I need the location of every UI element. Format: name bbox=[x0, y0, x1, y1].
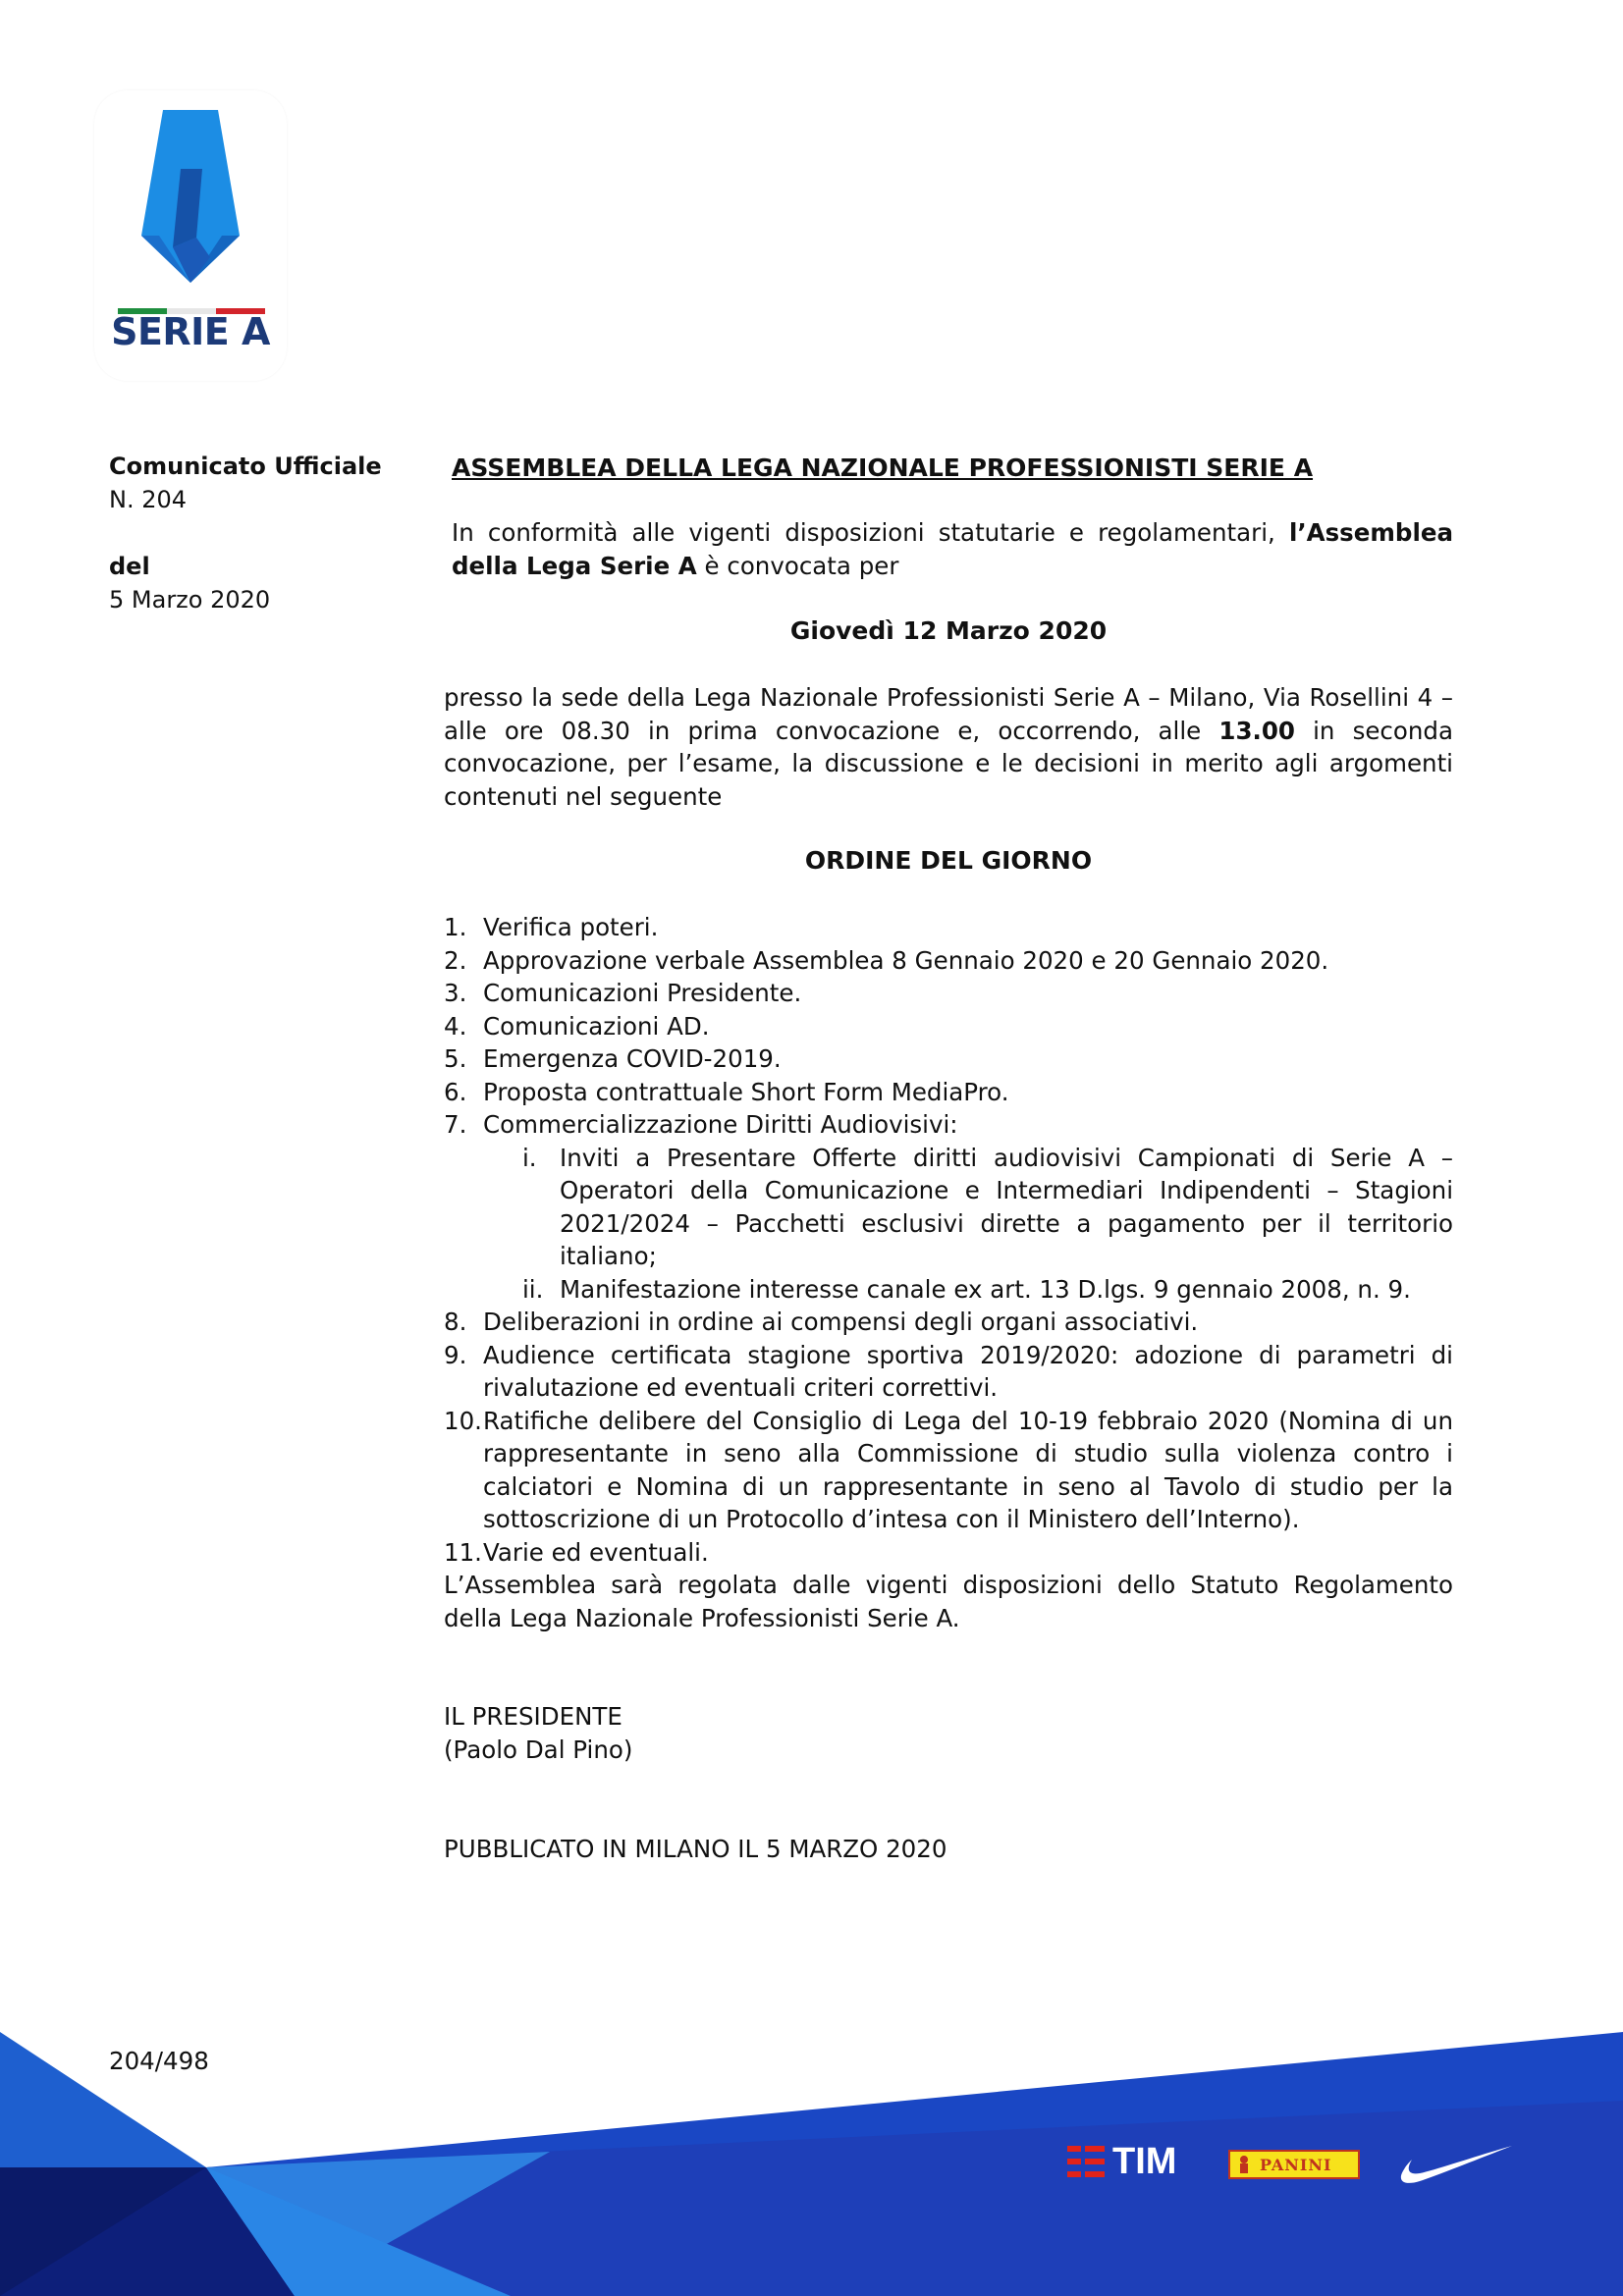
agenda-item-number: 1. bbox=[444, 913, 467, 941]
agenda-item-text: Proposta contrattuale Short Form MediaPro. bbox=[483, 1077, 1009, 1106]
second-call-time: 13.00 bbox=[1218, 716, 1295, 745]
location-text: presso la sede della Lega Nazionale Professionisti Serie A – Milano, Via Rosellini 4 – alle ore 08.30 in prima convocazione e, occorrendo, alle bbox=[444, 683, 1453, 745]
panini-logo bbox=[1228, 2150, 1360, 2179]
published-line: PUBBLICATO IN MILANO IL 5 MARZO 2020 bbox=[444, 1835, 947, 1863]
agenda-subitem-number: i. bbox=[522, 1143, 537, 1172]
agenda-subitem-text: Manifestazione interesse canale ex art. 13 D.lgs. 9 gennaio 2008, n. 9. bbox=[560, 1274, 1411, 1304]
agenda-item-text: Audience certificata stagione sportiva 2019/2020: adozione di parametri di rivalutazione ed eventuali criteri correttivi. bbox=[483, 1340, 1453, 1402]
agenda-item-number: 10. bbox=[444, 1406, 482, 1435]
agenda-item-number: 6. bbox=[444, 1077, 467, 1106]
agenda-item-number: 11. bbox=[444, 1537, 482, 1567]
agenda-item-text: Comunicazioni Presidente. bbox=[483, 979, 802, 1007]
agenda-item-text: Varie ed eventuali. bbox=[483, 1537, 709, 1567]
agenda-subitem-text: Inviti a Presentare Offerte diritti audiovisivi Campionati di Serie A – Operatori della Comunicazione e Intermediari Indipendenti – Stagioni 2021/2024 – Pacchetti esclusivi dirette a pagamento per il territorio italiano; bbox=[560, 1143, 1453, 1270]
nike-swoosh-icon bbox=[1398, 2144, 1512, 2187]
meta-del-label: del bbox=[109, 553, 150, 580]
agenda-item-number: 3. bbox=[444, 979, 467, 1007]
agenda-title: ORDINE DEL GIORNO bbox=[804, 846, 1093, 875]
agenda-item-number: 5. bbox=[444, 1044, 467, 1073]
meeting-date: Giovedì 12 Marzo 2020 bbox=[789, 616, 1108, 645]
agenda-item-text: Ratifiche delibere del Consiglio di Lega del 10-19 febbraio 2020 (Nomina di un rappresentante in seno alla Commissione di studio sulla violenza contro i calciatori e Nomina di un rappresentante in seno al Tavolo di studio per la sottoscrizione di un Protocollo d’intesa con il Ministero dell’Interno). bbox=[483, 1406, 1453, 1533]
agenda-subitem-number: ii. bbox=[522, 1274, 544, 1304]
agenda-item-text: Approvazione verbale Assemblea 8 Gennaio 2020 e 20 Gennaio 2020. bbox=[483, 945, 1329, 975]
signature-role: IL PRESIDENTE bbox=[444, 1702, 622, 1731]
tim-stripes-icon bbox=[1067, 2144, 1107, 2179]
meta-date: 5 Marzo 2020 bbox=[109, 586, 271, 614]
intro-bold: l’Assemblea della Lega Serie A bbox=[452, 518, 1453, 580]
document-title: ASSEMBLEA DELLA LEGA NAZIONALE PROFESSIONISTI SERIE A bbox=[452, 454, 1314, 482]
knight-icon bbox=[1234, 2154, 1254, 2175]
intro-text-end: è convocata per bbox=[696, 551, 899, 580]
tim-logo bbox=[1067, 2142, 1176, 2181]
agenda-item-number: 9. bbox=[444, 1340, 467, 1369]
logo-wordmark: SERIE A bbox=[111, 310, 270, 353]
agenda-item-text: Commercializzazione Diritti Audiovisivi: bbox=[483, 1110, 958, 1139]
nike-logo bbox=[1398, 2144, 1512, 2191]
tim-wordmark: TIM bbox=[1112, 2140, 1177, 2182]
agenda-item-text: Deliberazioni in ordine ai compensi degli organi associativi. bbox=[483, 1308, 1199, 1336]
intro-text: In conformità alle vigenti disposizioni statutarie e regolamentari, bbox=[452, 518, 1289, 547]
meta-number: N. 204 bbox=[109, 486, 188, 513]
agenda-item-number: 4. bbox=[444, 1011, 467, 1041]
agenda-item-number: 8. bbox=[444, 1308, 467, 1336]
page-number: 204/498 bbox=[109, 2047, 209, 2075]
location-text-end: in seconda convocazione, per l’esame, la discussione e le decisioni in merito agli argomenti contenuti nel seguente bbox=[444, 716, 1453, 811]
agenda-item-text: Comunicazioni AD. bbox=[483, 1011, 710, 1041]
signature-name: (Paolo Dal Pino) bbox=[444, 1735, 633, 1764]
agenda-item-text: Emergenza COVID-2019. bbox=[483, 1044, 782, 1073]
meta-label: Comunicato Ufficiale bbox=[109, 453, 382, 480]
agenda-item-number: 7. bbox=[444, 1110, 467, 1139]
closing-paragraph: L’Assemblea sarà regolata dalle vigenti disposizioni dello Statuto Regolamento della Lega Nazionale Professionisti Serie A. bbox=[444, 1571, 1453, 1632]
panini-wordmark: PANINI bbox=[1260, 2155, 1332, 2174]
agenda-item-number: 2. bbox=[444, 945, 467, 975]
agenda-item-text: Verifica poteri. bbox=[483, 913, 659, 941]
